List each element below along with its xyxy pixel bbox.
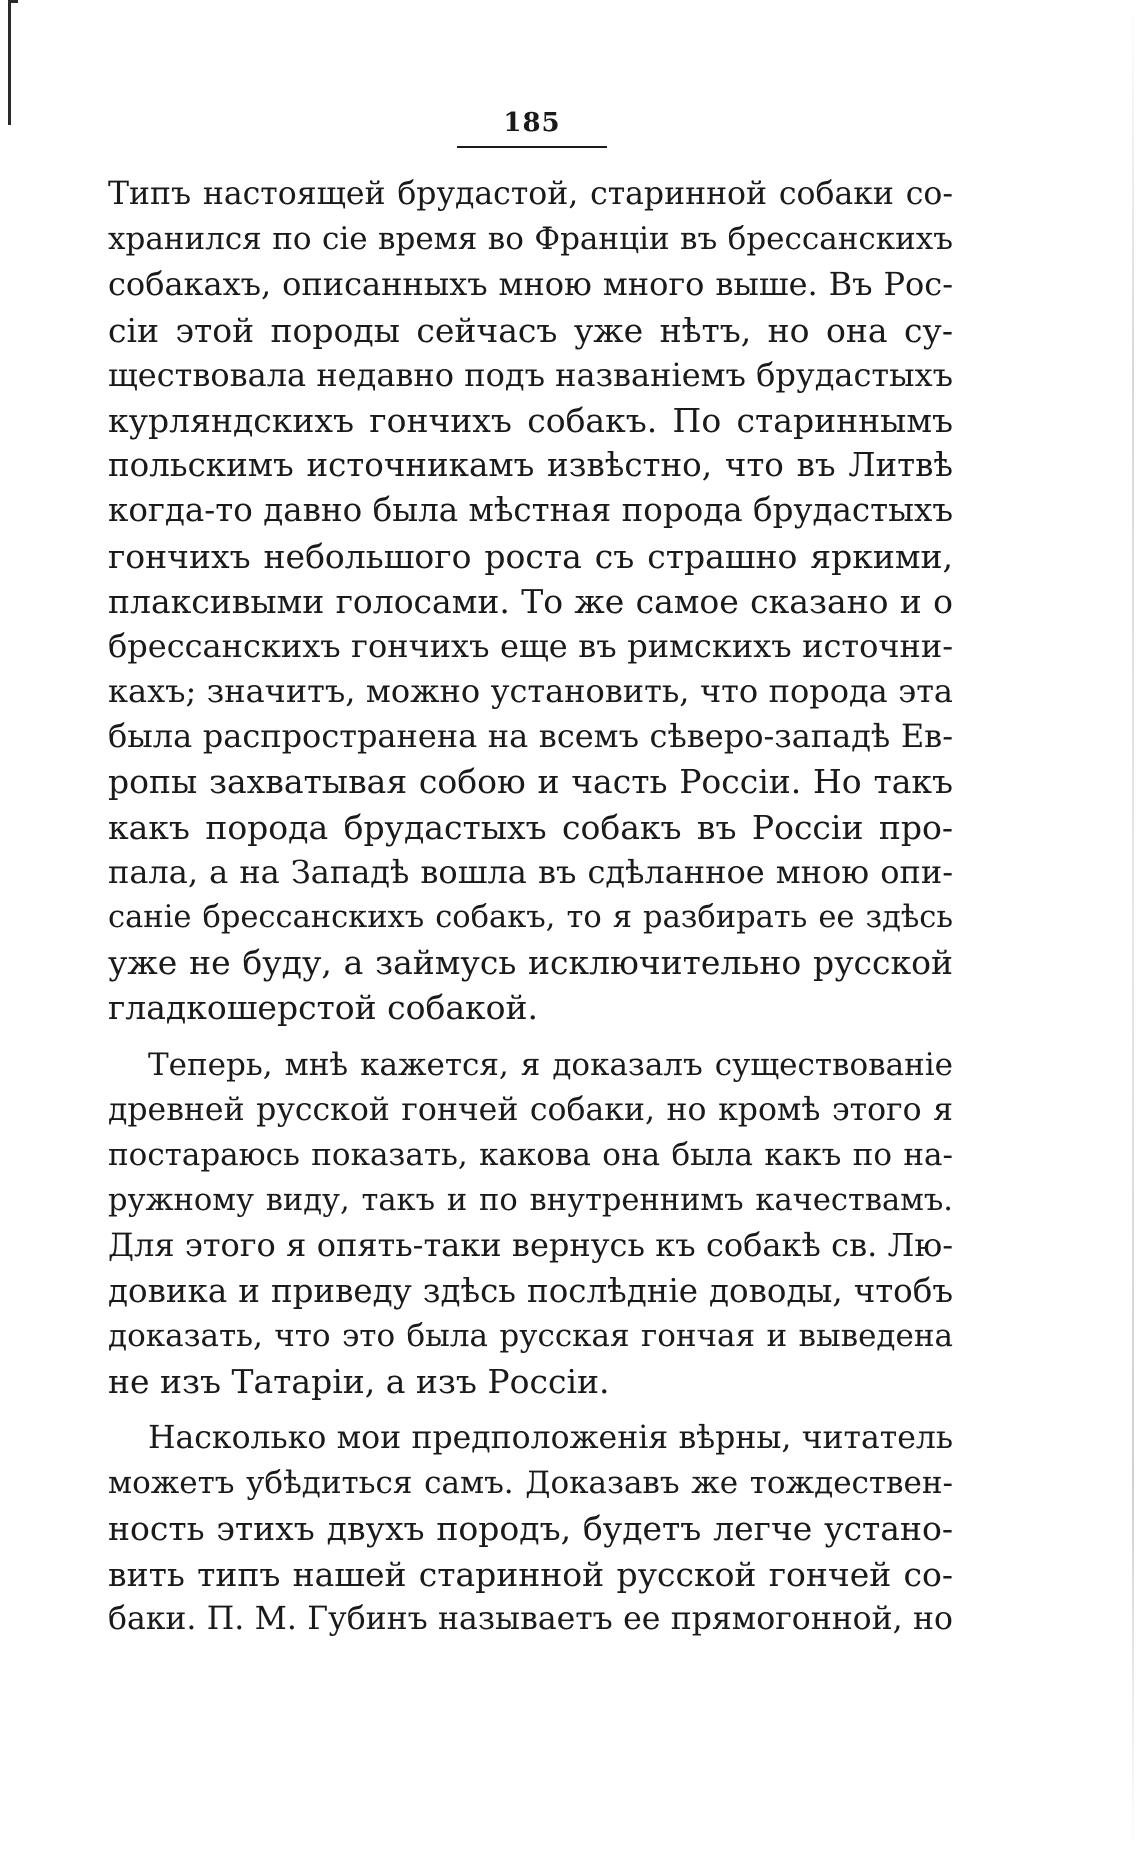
text-line: доказать, что это была русская гончая и выведена: [108, 1317, 953, 1354]
text-line: вить типъ нашей старинной русской гончей со-: [108, 1554, 953, 1594]
text-line: Для этого я опять-таки вернусь къ собакѣ св. Лю-: [108, 1226, 953, 1265]
page-number-header: [457, 108, 607, 148]
text-line: баки. П. М. Губинъ называетъ ее прямогонной, но: [108, 1600, 953, 1637]
text-line: гладкошерстой собакой.: [108, 988, 539, 1028]
scan-edge-right: [1132, 0, 1134, 1854]
text-line: собакахъ, описанныхъ мною много выше. Въ Рос-: [108, 265, 953, 304]
text-line: брессанскихъ гончихъ еще въ римскихъ источни-: [108, 626, 953, 665]
text-line: ропы захватывая собою и часть Россіи. Но такъ: [108, 762, 953, 802]
text-line: сіи этой породы сейчасъ уже нѣтъ, но она су-: [108, 310, 953, 350]
text-line: довика и приведу здѣсь послѣдніе доводы, чтобъ: [108, 1271, 953, 1310]
text-line: пала, а на Западѣ вошла въ сдѣланное мною опи-: [108, 852, 953, 891]
text-line: гончихъ небольшого роста съ страшно яркими,: [108, 536, 953, 576]
text-line: саніе брессанскихъ собакъ, то я разбирать ее здѣсь: [108, 900, 953, 935]
text-line: постараюсь показать, какова она была какъ по на-: [108, 1136, 953, 1173]
text-line: кахъ; значитъ, можно установить, что порода эта: [108, 672, 953, 711]
text-line: Теперь, мнѣ кажется, я доказалъ существованіе: [148, 1046, 953, 1083]
text-line: ность этихъ двухъ породъ, будетъ легче устано-: [108, 1509, 953, 1549]
text-line: уже не буду, а займусь исключительно русской: [108, 943, 953, 983]
text-line: какъ порода брудастыхъ собакъ въ Россіи про-: [108, 807, 953, 847]
paragraph-3: [108, 1416, 953, 1642]
text-line: можетъ убѣдиться самъ. Доказавъ же тождествен-: [108, 1465, 953, 1502]
text-line: не изъ Татаріи, а изъ Россіи.: [108, 1361, 610, 1401]
text-line: ружному виду, такъ и по внутреннимъ качествамъ.: [108, 1183, 953, 1219]
paragraph-1: [108, 172, 953, 1031]
text-line: когда-то давно была мѣстная порода брудастыхъ: [108, 491, 953, 530]
paragraph-gap: [108, 1031, 953, 1043]
text-line: Типъ настоящей брудастой, старинной собаки со-: [108, 176, 953, 212]
page-number-rule: [457, 146, 607, 148]
text-line: курляндскихъ гончихъ собакъ. По стариннымъ: [108, 400, 953, 440]
text-line: хранился по сіе время во Франціи въ брессанскихъ: [108, 221, 953, 258]
text-line: древней русской гончей собаки, но кромѣ этого я: [108, 1091, 953, 1128]
paragraph-gap: [108, 1404, 953, 1416]
text-line: Насколько мои предположенія вѣрны, читатель: [148, 1420, 953, 1457]
body-text: [108, 172, 953, 1642]
page-number: 185: [503, 108, 561, 138]
paragraph-2: [108, 1043, 953, 1405]
text-line: плаксивыми голосами. То же самое сказано и о: [108, 581, 953, 621]
text-line: польскимъ источникамъ извѣстно, что въ Литвѣ: [108, 446, 953, 485]
scan-edge-left: [8, 0, 11, 125]
text-line: была распространена на всемъ сѣверо-западѣ Ев-: [108, 717, 953, 756]
text-line: ществовала недавно подъ названіемъ брудастыхъ: [108, 355, 953, 394]
